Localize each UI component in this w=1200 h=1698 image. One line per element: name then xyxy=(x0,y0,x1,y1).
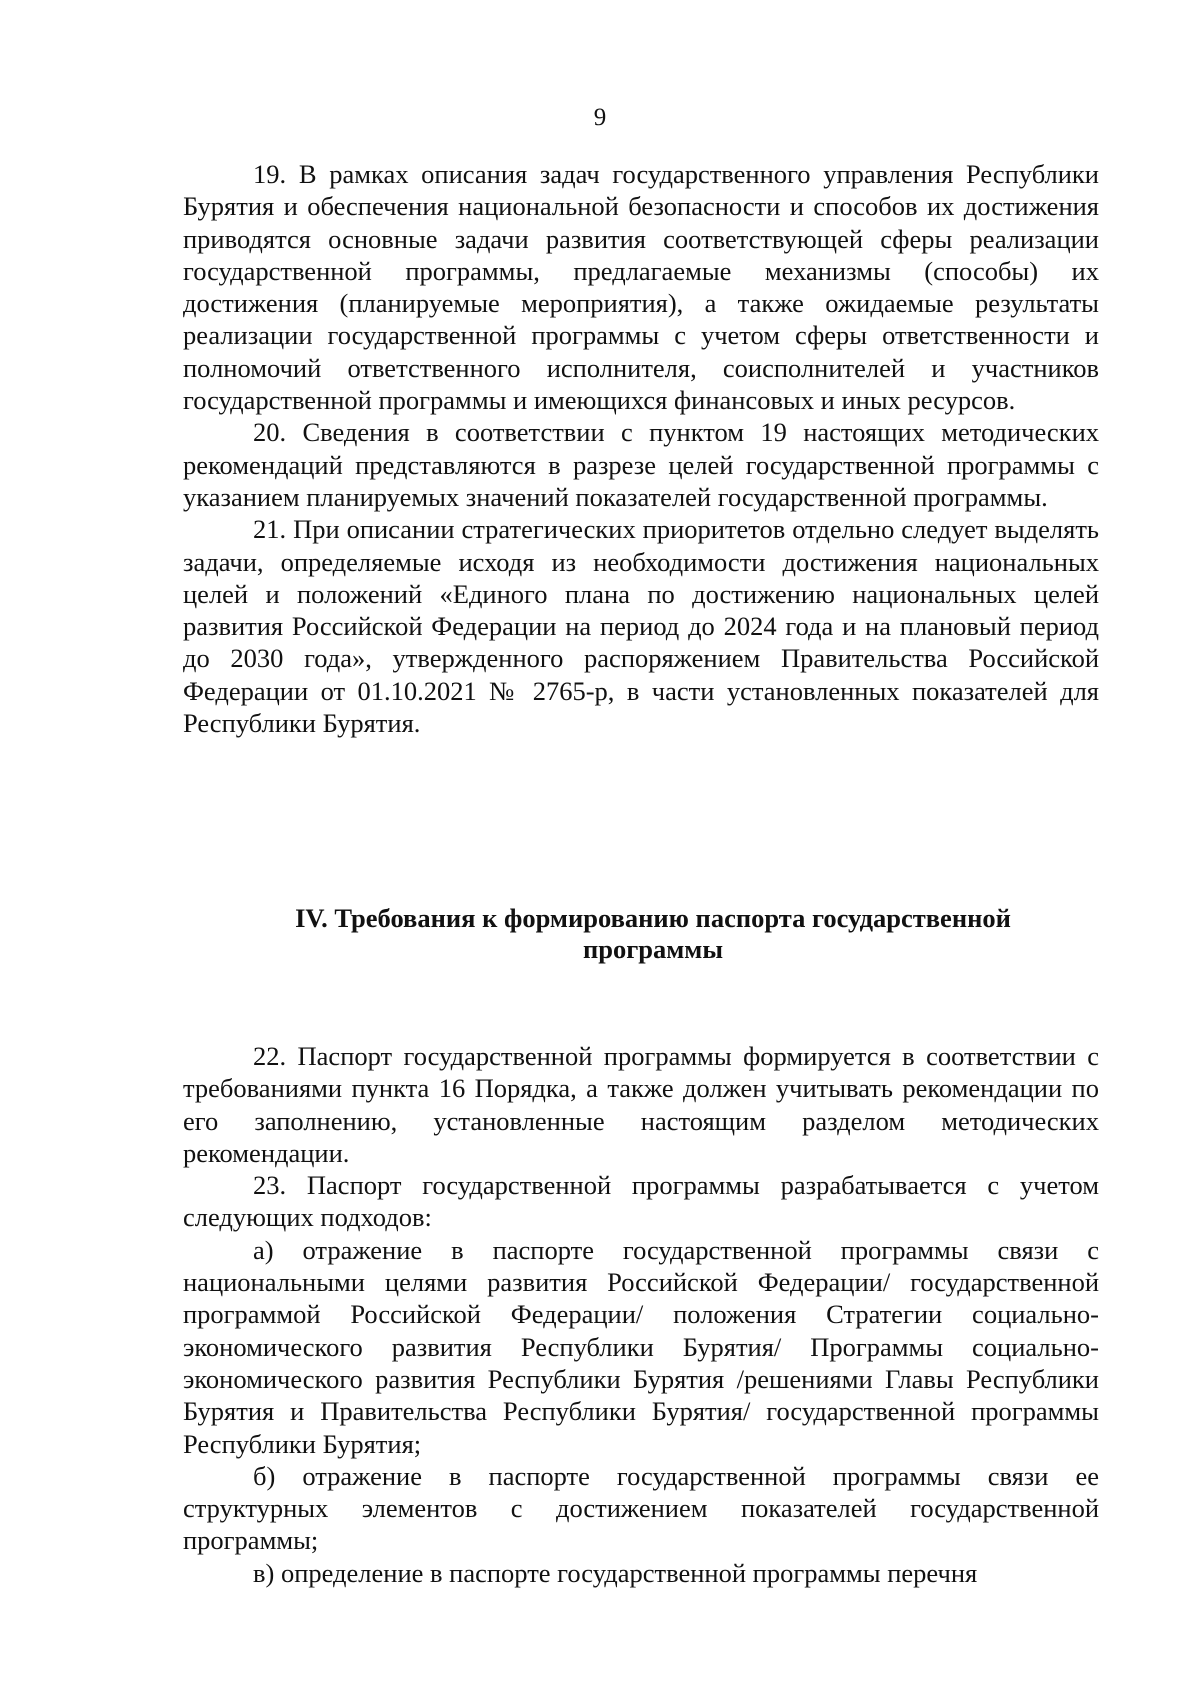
paragraphs-before-heading xyxy=(183,158,1099,739)
list-item-v: в) определение в паспорте государственной программы перечня xyxy=(253,1557,978,1588)
paragraphs-after-heading xyxy=(183,1040,1099,1589)
paragraph-21: 21. При описании стратегических приоритетов отдельно следует выделять задачи, определяемые исходя из необходимости достижения национальных целей и положений «Единого плана по достижению национальных целей развития Российской Федерации на период до 2024 года и на плановый период до 2030 года», утвержденного распоряжением Правительства Российской Федерации от 01.10.2021 № 2765-р, в части установленных показателей для Республики Бурятия. xyxy=(183,514,1099,739)
section-heading-line-2: программы xyxy=(582,934,724,964)
paragraph-22: 22. Паспорт государственной программы формируется в соответствии с требованиями пункта 16 Порядка, а также должен учитывать рекомендации по его заполнению, установленные настоящим разделом методических рекомендации. xyxy=(183,1041,1099,1168)
paragraph-23: 23. Паспорт государственной программы разрабатывается с учетом следующих подходов: xyxy=(183,1170,1099,1233)
paragraph-19: 19. В рамках описания задач государственного управления Республики Бурятия и обеспечения национальной безопасности и способов их достижения приводятся основные задачи развития соответствующей сферы реализации государственной программы, предлагаемые механизмы (способы) их достижения (планируемые мероприятия), а также ожидаемые результаты реализации государственной программы с учетом сферы ответственности и полномочий ответственного исполнителя, соисполнителей и участников государственной программы и имеющихся финансовых и иных ресурсов. xyxy=(183,159,1099,416)
section-heading-line-1: IV. Требования к формированию паспорта государственной xyxy=(295,903,1011,933)
page-number: 9 xyxy=(593,104,607,131)
paragraph-20: 20. Сведения в соответствии с пунктом 19 настоящих методических рекомендаций представляются в разрезе целей государственной программы с указанием планируемых значений показателей государственной программы. xyxy=(183,417,1099,512)
section-heading xyxy=(183,903,1099,965)
list-item-b: б) отражение в паспорте государственной программы связи ее структурных элементов с достижением показателей государственной программы; xyxy=(183,1460,1099,1556)
list-item-a: а) отражение в паспорте государственной программы связи с национальными целями развития Российской Федерации/ государственной программой Российской Федерации/ положения Стратегии социально-экономического развития Республики Бурятия/ Программы социально-экономического развития Республики Бурятия /решениями Главы Республики Бурятия и Правительства Республики Бурятия/ государственной программы Республики Бурятия; xyxy=(183,1234,1099,1459)
